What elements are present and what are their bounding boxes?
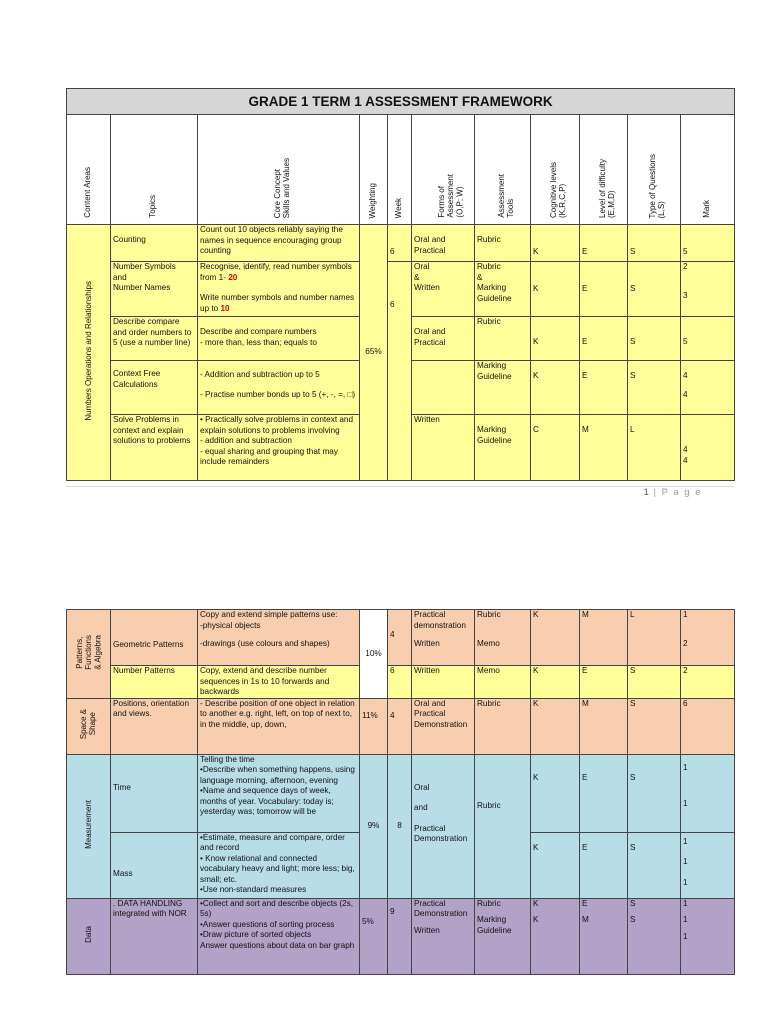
table-row: [67, 610, 735, 666]
mark-cell: 2 3: [681, 262, 735, 317]
question-type-cell: S: [628, 317, 681, 361]
question-type-cell: S: [628, 832, 681, 898]
concept-cell: Describe and compare numbers - more than, less than; equals to: [198, 317, 360, 361]
mark-cell: 4 4: [681, 415, 735, 481]
difficulty-cell: E: [580, 754, 628, 832]
mark-cell: 2: [681, 666, 735, 699]
week-cell: 9: [388, 898, 412, 974]
page-title: GRADE 1 TERM 1 ASSESSMENT FRAMEWORK: [67, 89, 735, 115]
tools-cell: Memo: [475, 666, 531, 699]
weighting-cell: 11%: [360, 698, 388, 754]
tools-cell: Rubric: [475, 225, 531, 262]
forms-cell: Written: [412, 666, 475, 699]
topic-cell: Number Symbols and Number Names: [111, 262, 198, 317]
forms-cell: Written: [412, 415, 475, 481]
concept-cell: • Practically solve problems in context and explain solutions to problems involving - addition and subtraction - equal sharing and grouping that may include remainders: [198, 415, 360, 481]
tools-cell: Marking Guideline: [475, 361, 531, 415]
concept-cell: - Addition and subtraction up to 5 - Practise number bonds up to 5 (+, -, =, □): [198, 361, 360, 415]
topic-cell: Counting: [111, 225, 198, 262]
cognitive-cell: K K: [531, 898, 580, 974]
topic-cell: . DATA HANDLING integrated with NOR: [111, 898, 198, 974]
concept-cell: Copy, extend and describe number sequences in 1s to 10 forwards and backwards: [198, 666, 360, 699]
table-row: [67, 698, 735, 754]
cognitive-cell: K: [531, 262, 580, 317]
weighting-cell: 9%: [360, 754, 388, 898]
week-cell: 4: [388, 698, 412, 754]
forms-cell: Oral and Practical Demonstration: [412, 754, 475, 898]
table-row: [67, 666, 735, 699]
question-type-cell: S: [628, 754, 681, 832]
header-tools: Assessment Tools: [475, 115, 531, 225]
forms-cell: Practical Demonstration Written: [412, 898, 475, 974]
concept-cell: Telling the time •Describe when something happens, using language morning, afternoon, evening •Name and sequence days of week, months of year. Vocabulary: today is; yesterday was; tomorrow will be: [198, 754, 360, 832]
tools-cell: Rubric: [475, 317, 531, 361]
difficulty-cell: E: [580, 832, 628, 898]
difficulty-cell: E M: [580, 898, 628, 974]
mark-cell: 5: [681, 225, 735, 262]
content-area-space: Space & Shape: [67, 698, 111, 754]
cognitive-cell: K: [531, 317, 580, 361]
content-area-numbers: Numbers Operations and Relationships: [67, 225, 111, 481]
difficulty-cell: E: [580, 225, 628, 262]
tools-cell: Marking Guideline: [475, 415, 531, 481]
footer-divider: [66, 486, 734, 487]
topic-cell: Mass: [111, 832, 198, 898]
cognitive-cell: C: [531, 415, 580, 481]
forms-cell: Oral and Practical: [412, 317, 475, 361]
mark-cell: 5: [681, 317, 735, 361]
forms-cell: [412, 361, 475, 415]
content-area-data: Data: [67, 898, 111, 974]
header-row: [67, 115, 735, 225]
assessment-table-continued: [66, 609, 735, 975]
header-forms: Forms of Assessment (O,P; W): [412, 115, 475, 225]
header-question-type: Type of Questions (L,S): [628, 115, 681, 225]
concept-cell: •Estimate, measure and compare, order and record • Know relational and connected vocabulary heavy and light; more less; big, small; etc. •Use non-standard measures: [198, 832, 360, 898]
mark-cell: 6: [681, 698, 735, 754]
concept-cell: Recognise, identify, read number symbols from 1- 20 Write number symbols and number names up to 10: [198, 262, 360, 317]
page-number: 1 | P a g e: [643, 487, 702, 498]
mark-cell: 1 1: [681, 754, 735, 832]
header-cognitive: Cognitive levels (K,R,C,P): [531, 115, 580, 225]
week-cell: 6: [388, 225, 412, 262]
content-area-patterns: Patterns, Functions & Algebra: [67, 610, 111, 699]
cognitive-cell: K: [531, 666, 580, 699]
question-type-cell: S: [628, 666, 681, 699]
question-type-cell: S S: [628, 898, 681, 974]
tools-cell: Rubric & Marking Guideline: [475, 262, 531, 317]
difficulty-cell: M: [580, 698, 628, 754]
header-core-concept: Core Concept Skills and Values: [198, 115, 360, 225]
header-weighting: Weighting: [360, 115, 388, 225]
assessment-table-numbers: [66, 88, 735, 481]
difficulty-cell: E: [580, 317, 628, 361]
week-cell: 6: [388, 262, 412, 481]
week-cell: 6: [388, 666, 412, 699]
header-topics: Topics: [111, 115, 198, 225]
concept-cell: Copy and extend simple patterns use: -physical objects -drawings (use colours and shapes): [198, 610, 360, 666]
cognitive-cell: K: [531, 610, 580, 666]
tools-cell: Rubric Marking Guideline: [475, 898, 531, 974]
forms-cell: Practical demonstration Written: [412, 610, 475, 666]
topic-cell: Time: [111, 754, 198, 832]
cognitive-cell: K: [531, 832, 580, 898]
concept-cell: - Describe position of one object in relation to another e.g. right, left, on top of next to, in the middle, up, down,: [198, 698, 360, 754]
question-type-cell: S: [628, 225, 681, 262]
difficulty-cell: E: [580, 262, 628, 317]
topic-cell: Number Patterns: [111, 666, 198, 699]
cognitive-cell: K: [531, 754, 580, 832]
header-week: Week: [388, 115, 412, 225]
topic-cell: Solve Problems in context and explain solutions to problems: [111, 415, 198, 481]
week-cell: 8: [388, 754, 412, 898]
weighting-cell: 65%: [360, 225, 388, 481]
mark-cell: 1 1 1: [681, 832, 735, 898]
question-type-cell: S: [628, 698, 681, 754]
header-mark: Mark: [681, 115, 735, 225]
difficulty-cell: M: [580, 415, 628, 481]
concept-cell: Count out 10 objects reliably saying the names in sequence encouraging group counting: [198, 225, 360, 262]
table-row: [67, 754, 735, 832]
table-row: [67, 898, 735, 974]
topic-cell: Geometric Patterns: [111, 610, 198, 666]
table-row: [67, 225, 735, 262]
cognitive-cell: K: [531, 698, 580, 754]
forms-cell: Oral and Practical Demonstration: [412, 698, 475, 754]
concept-cell: •Collect and sort and describe objects (2s, 5s) •Answer questions of sorting process •Draw picture of sorted objects Answer questions about data on bar graph: [198, 898, 360, 974]
forms-cell: Oral & Written: [412, 262, 475, 317]
tools-cell: Rubric: [475, 698, 531, 754]
forms-cell: Oral and Practical: [412, 225, 475, 262]
question-type-cell: S: [628, 361, 681, 415]
topic-cell: Context Free Calculations: [111, 361, 198, 415]
weighting-cell: 10%: [360, 610, 388, 699]
cognitive-cell: K: [531, 225, 580, 262]
table-row: [67, 262, 735, 317]
question-type-cell: S: [628, 262, 681, 317]
question-type-cell: L: [628, 610, 681, 666]
mark-cell: 1 2: [681, 610, 735, 666]
topic-cell: Describe compare and order numbers to 5 (use a number line): [111, 317, 198, 361]
topic-cell: Positions, orientation and views.: [111, 698, 198, 754]
content-area-measurement: Measurement: [67, 754, 111, 898]
difficulty-cell: E: [580, 666, 628, 699]
difficulty-cell: M: [580, 610, 628, 666]
week-cell: 4: [388, 610, 412, 666]
header-difficulty: Level of difficulty (E,M,D): [580, 115, 628, 225]
mark-cell: 4 4: [681, 361, 735, 415]
difficulty-cell: E: [580, 361, 628, 415]
tools-cell: Rubric Memo: [475, 610, 531, 666]
mark-cell: 1 1 1: [681, 898, 735, 974]
question-type-cell: L: [628, 415, 681, 481]
weighting-cell: 5%: [360, 898, 388, 974]
tools-cell: Rubric: [475, 754, 531, 898]
cognitive-cell: K: [531, 361, 580, 415]
header-content-areas: Content Areas: [67, 115, 111, 225]
